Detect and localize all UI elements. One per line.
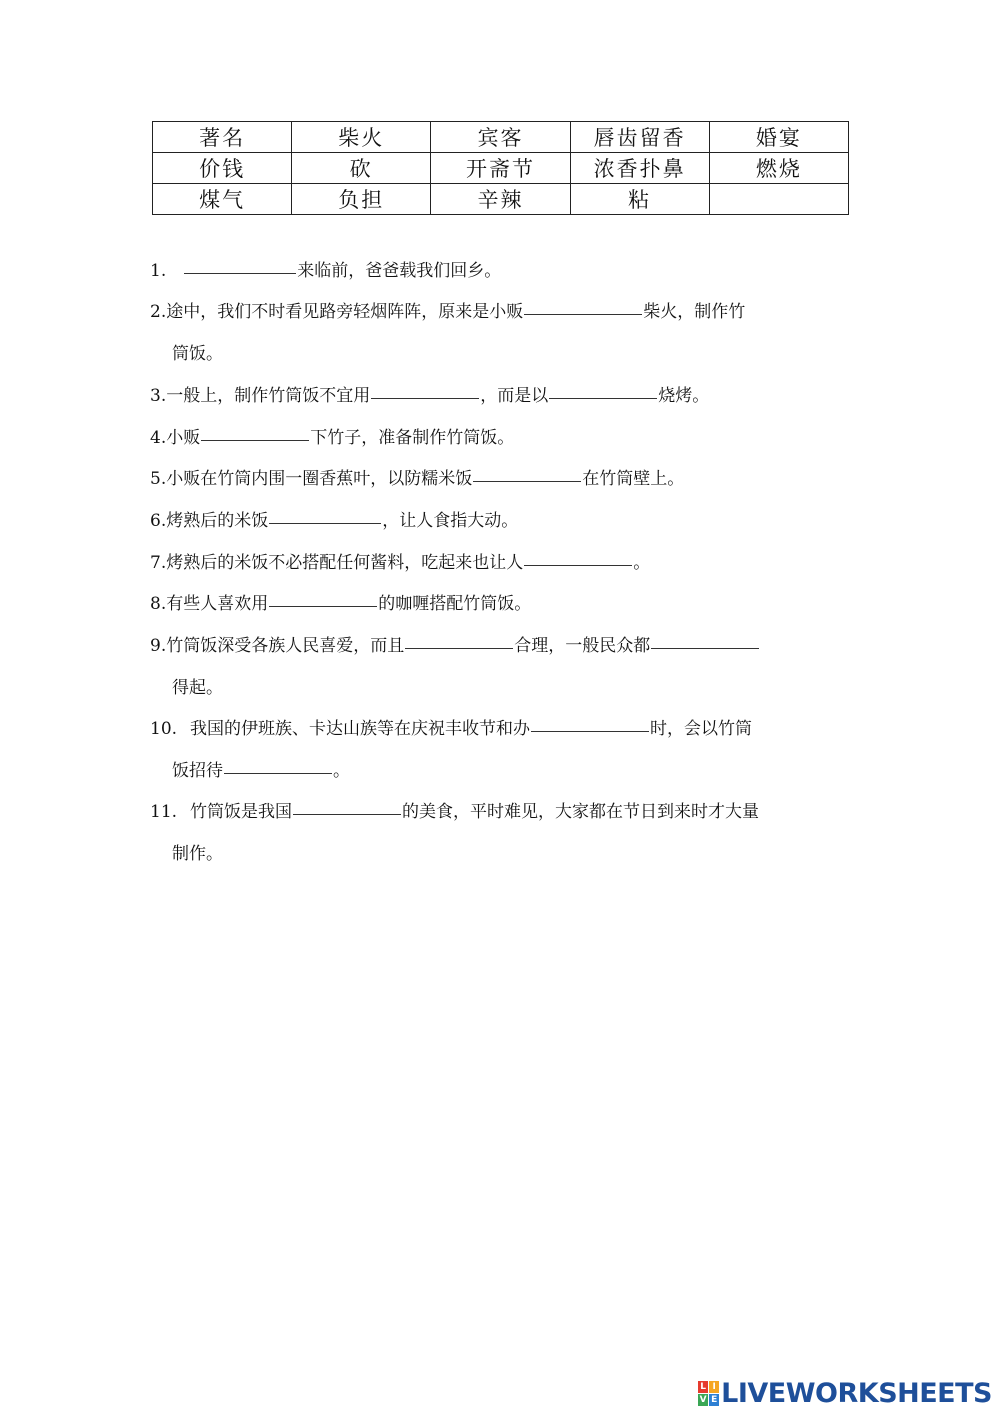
question-number: 6.: [150, 511, 167, 531]
question-7: [150, 542, 850, 584]
question-text: ，而是以: [480, 386, 549, 406]
answer-blank[interactable]: [184, 251, 296, 274]
question-text: ，让人食指大动。: [382, 511, 519, 531]
question-10: [150, 708, 850, 792]
question-3: [150, 375, 850, 417]
word-bank-table: [152, 121, 849, 215]
question-continuation: 制作。: [172, 844, 223, 864]
question-text: 的美食，平时难见，大家都在节日到来时才大量: [402, 802, 760, 822]
question-text: 时，会以竹筒: [650, 719, 753, 739]
word-cell-empty: [709, 184, 848, 215]
question-text: 合理，一般民众都: [514, 636, 651, 656]
question-text: 竹筒饭是我国: [190, 802, 293, 822]
question-text: 途中，我们不时看见路旁轻烟阵阵，原来是小贩: [166, 302, 524, 322]
question-text: 烧烤。: [658, 386, 710, 406]
answer-blank[interactable]: [371, 376, 479, 399]
question-text: 烤熟后的米饭不必搭配任何酱料，吃起来也让人: [166, 553, 524, 573]
word-bank-row: [153, 153, 849, 184]
question-text: 。: [333, 761, 350, 781]
answer-blank[interactable]: [269, 501, 381, 524]
answer-blank[interactable]: [531, 709, 649, 732]
question-8: [150, 583, 850, 625]
question-text: 在竹筒壁上。: [582, 469, 685, 489]
question-6: [150, 500, 850, 542]
answer-blank[interactable]: [269, 584, 377, 607]
question-continuation: [150, 750, 850, 792]
question-text: 的咖喱搭配竹筒饭。: [378, 594, 532, 614]
question-continuation: 筒饭。: [172, 344, 223, 364]
word-cell: 辛辣: [431, 184, 570, 215]
question-4: [150, 417, 850, 459]
question-text: 有些人喜欢用: [166, 594, 269, 614]
word-cell: 开斋节: [431, 153, 570, 184]
liveworksheets-logo[interactable]: [698, 1378, 992, 1409]
question-text: 我国的伊班族、卡达山族等在庆祝丰收节和办: [190, 719, 531, 739]
question-number: 11.: [150, 802, 178, 822]
question-11: [150, 791, 850, 875]
answer-blank[interactable]: [473, 459, 581, 482]
question-text: 竹筒饭深受各族人民喜爱，而且: [166, 636, 405, 656]
live-icon: L I V E: [699, 1382, 718, 1405]
question-9: [150, 625, 850, 709]
answer-blank[interactable]: [549, 376, 657, 399]
answer-blank[interactable]: [293, 792, 401, 815]
brand-name: LIVEWORKSHEETS: [721, 1378, 992, 1409]
question-continuation: 得起。: [172, 678, 223, 698]
question-text: 来临前，爸爸载我们回乡。: [297, 261, 502, 281]
word-cell: 砍: [292, 153, 431, 184]
word-cell: 煤气: [153, 184, 292, 215]
answer-blank[interactable]: [224, 751, 332, 774]
question-1: [150, 250, 850, 292]
question-number: 1.: [150, 261, 167, 281]
question-2: [150, 291, 850, 375]
question-text: 烤熟后的米饭: [166, 511, 269, 531]
question-text: 一般上，制作竹筒饭不宜用: [166, 386, 371, 406]
word-bank-row: [153, 122, 849, 153]
question-number: 3.: [150, 386, 167, 406]
answer-blank[interactable]: [524, 543, 632, 566]
word-cell: 柴火: [292, 122, 431, 153]
question-text: 小贩在竹筒内围一圈香蕉叶，以防糯米饭: [166, 469, 473, 489]
word-cell: 唇齿留香: [570, 122, 709, 153]
question-text: 小贩: [166, 428, 201, 448]
answer-blank[interactable]: [201, 418, 309, 441]
word-cell: 燃烧: [709, 153, 848, 184]
question-number: 10.: [150, 719, 178, 739]
word-cell: 浓香扑鼻: [570, 153, 709, 184]
question-text: 下竹子，准备制作竹筒饭。: [310, 428, 515, 448]
answer-blank[interactable]: [651, 626, 759, 649]
question-5: [150, 458, 850, 500]
question-text: 。: [633, 553, 651, 573]
question-number: 4.: [150, 428, 167, 448]
question-number: 8.: [150, 594, 167, 614]
word-cell: 负担: [292, 184, 431, 215]
word-cell: 价钱: [153, 153, 292, 184]
question-number: 5.: [150, 469, 167, 489]
question-number: 9.: [150, 636, 167, 656]
question-number: 2.: [150, 302, 167, 322]
word-bank-row: [153, 184, 849, 215]
answer-blank[interactable]: [405, 626, 513, 649]
word-cell: 宾客: [431, 122, 570, 153]
answer-blank[interactable]: [524, 292, 642, 315]
word-cell: 粘: [570, 184, 709, 215]
question-number: 7.: [150, 553, 167, 573]
word-cell: 婚宴: [709, 122, 848, 153]
question-text: 柴火，制作竹: [643, 302, 746, 322]
word-cell: 著名: [153, 122, 292, 153]
question-text: 饭招待: [172, 761, 223, 781]
